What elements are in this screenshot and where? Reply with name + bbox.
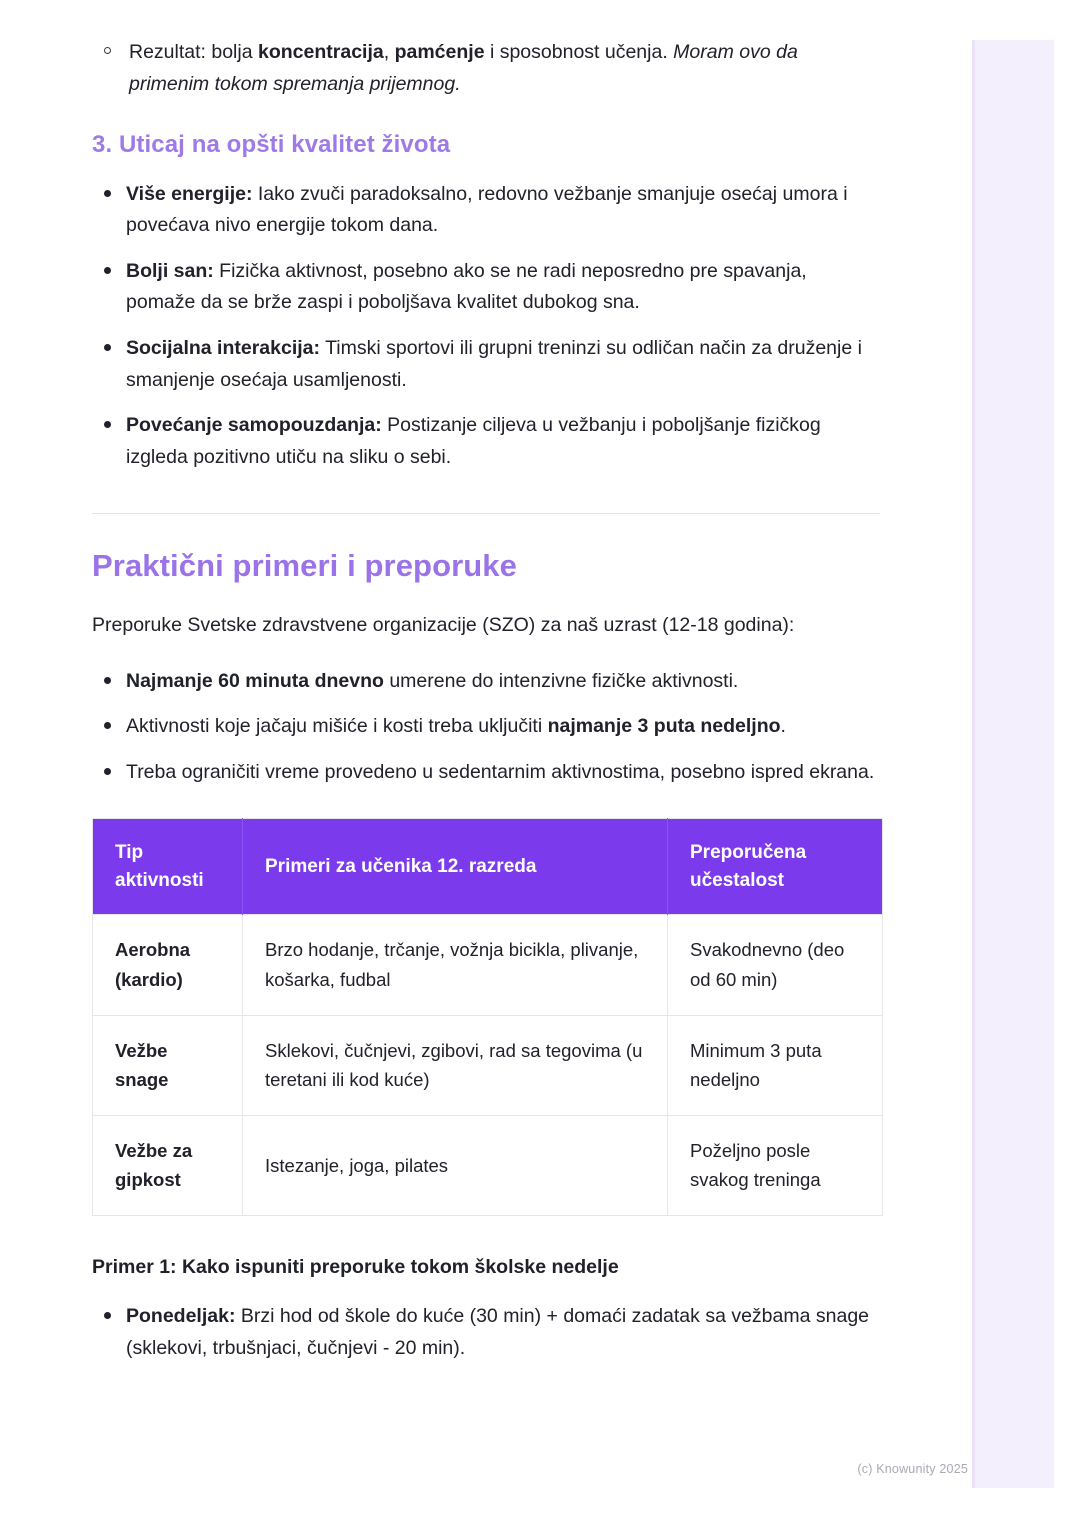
cell-examples: Brzo hodanje, trčanje, vožnja bicikla, plivanje, košarka, fudbal (243, 915, 668, 1015)
table-header-row (93, 819, 883, 915)
list-item (92, 757, 880, 789)
list-item-label: najmanje 3 puta nedeljno (547, 715, 781, 738)
list-item-text: Fizička aktivnost, posebno ako se ne radi neposredno pre spavanja, pomaže da se brže zaspi i poboljšava kvalitet dubokog sna. (126, 259, 807, 314)
top-item-mid-2: i sposobnost učenja. (484, 41, 674, 63)
list-item-text: Iako zvuči paradoksalno, redovno vežbanje smanjuje osećaj umora i povećava nivo energije tokom dana. (126, 182, 848, 237)
list-item-label: Najmanje 60 minuta dnevno (126, 669, 384, 692)
list-item (92, 333, 880, 396)
list-item (92, 666, 880, 698)
list-item (92, 179, 880, 242)
list-item-text: Postizanje ciljeva u vežbanju i poboljšanje fizičkog izgleda pozitivno utiču na sliku o sebi. (126, 414, 821, 468)
cell-frequency: Minimum 3 puta nedeljno (668, 1015, 883, 1115)
list-item-text: Aktivnosti koje jačaju mišiće i kosti treba uključiti (126, 715, 548, 738)
quality-of-life-list (92, 179, 880, 474)
cell-type: Vežbe za gipkost (93, 1115, 243, 1215)
table-row (93, 1115, 883, 1215)
list-item-text: Brzi hod od škole do kuće (30 min) + domaći zadatak sa vežbama snage (sklekovi, trbušnjaci, čučnjevi - 20 min). (126, 1304, 870, 1359)
section-divider (92, 513, 880, 514)
table-row (93, 915, 883, 1015)
column-header-examples: Primeri za učenika 12. razreda (243, 819, 668, 915)
list-item-label: Više energije: (126, 182, 253, 205)
cell-frequency: Svakodnevno (deo od 60 min) (668, 915, 883, 1015)
top-item-mid-1: , (383, 41, 395, 63)
activity-recommendation-table (92, 818, 883, 1216)
cell-examples: Istezanje, joga, pilates (243, 1115, 668, 1215)
column-header-frequency: Preporučena učestalost (668, 819, 883, 915)
cell-frequency: Poželjno posle svakog treninga (668, 1115, 883, 1215)
list-item-label: Bolji san: (126, 259, 214, 282)
top-item-bold-2: pamćenje (394, 41, 485, 63)
page-side-strip (972, 0, 1080, 1528)
list-item (92, 410, 880, 473)
list-item-text: umerene do intenzivne fizičke aktivnosti. (383, 669, 739, 692)
table-row (93, 1015, 883, 1115)
list-item-text-tail: . (780, 715, 786, 738)
top-item-bold-1: koncentracija (258, 41, 384, 63)
cell-examples: Sklekovi, čučnjevi, zgibovi, rad sa tegovima (u teretani ili kod kuće) (243, 1015, 668, 1115)
list-item-label: Ponedeljak: (126, 1304, 236, 1327)
top-item-prefix: Rezultat: bolja (129, 41, 258, 63)
section-lead-paragraph: Preporuke Svetske zdravstvene organizacije (SZO) za naš uzrast (12-18 godina): (92, 614, 795, 637)
list-item-label: Povećanje samopouzdanja: (126, 414, 382, 437)
list-item (92, 711, 880, 743)
side-strip-edge (972, 40, 975, 1488)
example-heading: Primer 1: Kako ispuniti preporuke tokom školske nedelje (92, 1255, 619, 1278)
list-item (92, 1301, 880, 1364)
continued-list (92, 36, 880, 101)
list-item-label: Socijalna interakcija: (126, 337, 321, 360)
top-item-italic-note: Moram ovo da primenim tokom spremanja prijemnog. (129, 41, 798, 96)
side-strip-band (972, 40, 1054, 1488)
recommendations-list (92, 666, 880, 789)
list-item (92, 256, 880, 319)
column-header-type: Tip aktivnosti (93, 819, 243, 915)
cell-type: Aerobna (kardio) (93, 915, 243, 1015)
list-item-text: Timski sportovi ili grupni treninzi su odličan način za druženje i smanjenje osećaja usamljenosti. (126, 337, 862, 391)
footer-credit: (c) Knowunity 2025 (857, 1462, 968, 1476)
list-item-text: Treba ograničiti vreme provedeno u sedentarnim aktivnostima, posebno ispred ekrana. (126, 760, 875, 783)
example-list (92, 1301, 880, 1364)
list-item (92, 36, 880, 101)
cell-type: Vežbe snage (93, 1015, 243, 1115)
section-title: Praktični primeri i preporuke (92, 548, 517, 584)
subsection-title: 3. Uticaj na opšti kvalitet života (92, 130, 451, 158)
